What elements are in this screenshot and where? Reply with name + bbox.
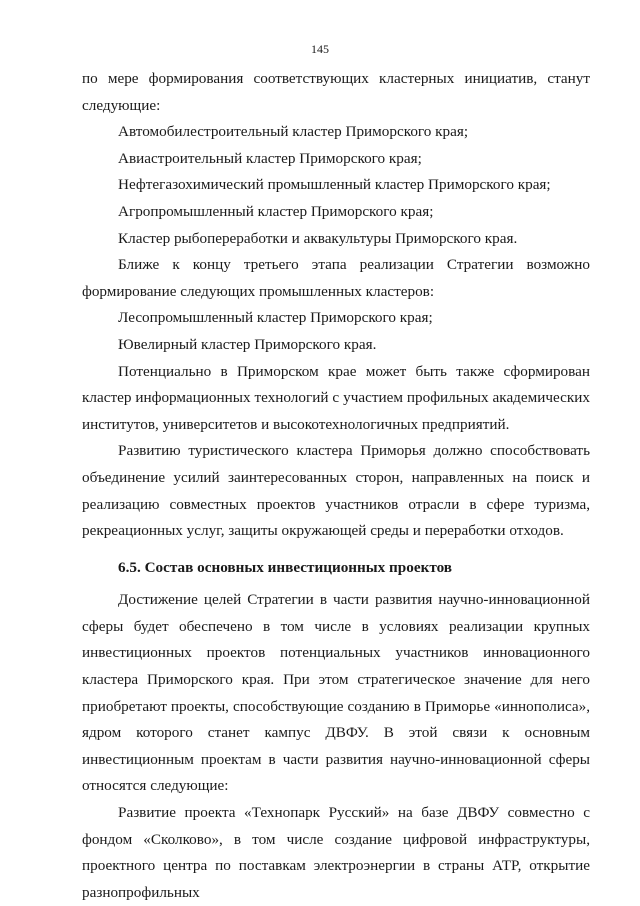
paragraph: по мере формирования соответствующих кластерных инициатив, станут следующие: [82,70,590,114]
paragraphs-before [82,66,590,545]
paragraph: Достижение целей Стратегии в части развития научно-инновационной сферы будет обеспечено в том числе в условиях реализации крупных инвестиционных проектов потенциальных участников инновационного кластера Приморского края. При этом стратегическое значение для него приобретают проекты, способствующие созданию в Приморье «иннополиса», ядром которого станет кампус ДВФУ. В этой связи к основным инвестиционным проектам в части развития научно-инновационной сферы относятся следующие: [82,591,590,795]
document-body [82,66,590,906]
list-item: Лесопромышленный кластер Приморского края; [118,309,433,327]
list-item: Нефтегазохимический промышленный кластер Приморского края; [118,176,551,194]
page-number: 145 [311,42,329,56]
paragraph: Потенциально в Приморском крае может быть также сформирован кластер информационных технологий с участием профильных академических институтов, университетов и высокотехнологичных предприятий. [82,362,590,433]
list-item: Автомобилестроительный кластер Приморского края; [118,123,469,141]
section-heading: 6.5. Состав основных инвестиционных проектов [118,558,453,576]
list-item: Агропромышленный кластер Приморского края; [118,202,434,220]
list-item: Кластер рыбопереработки и аквакультуры Приморского края. [118,229,518,247]
paragraphs-after [82,587,590,906]
list-item: Ювелирный кластер Приморского края. [118,335,377,353]
paragraph: Развитию туристического кластера Приморья должно способствовать объединение усилий заинтересованных сторон, направленных на поиск и реализацию совместных проектов участников отрасли в сфере туризма, рекреационных услуг, защиты окружающей среды и переработки отходов. [82,442,590,540]
paragraph: Ближе к концу третьего этапа реализации Стратегии возможно формирование следующих промышленных кластеров: [82,256,590,300]
list-item: Авиастроительный кластер Приморского края; [118,149,422,167]
paragraph: Развитие проекта «Технопарк Русский» на базе ДВФУ совместно с фондом «Сколково», в том числе создание цифровой инфраструктуры, проектного центра по поставкам электроэнергии в страны АТР, открытие разнопрофильных [82,804,590,901]
